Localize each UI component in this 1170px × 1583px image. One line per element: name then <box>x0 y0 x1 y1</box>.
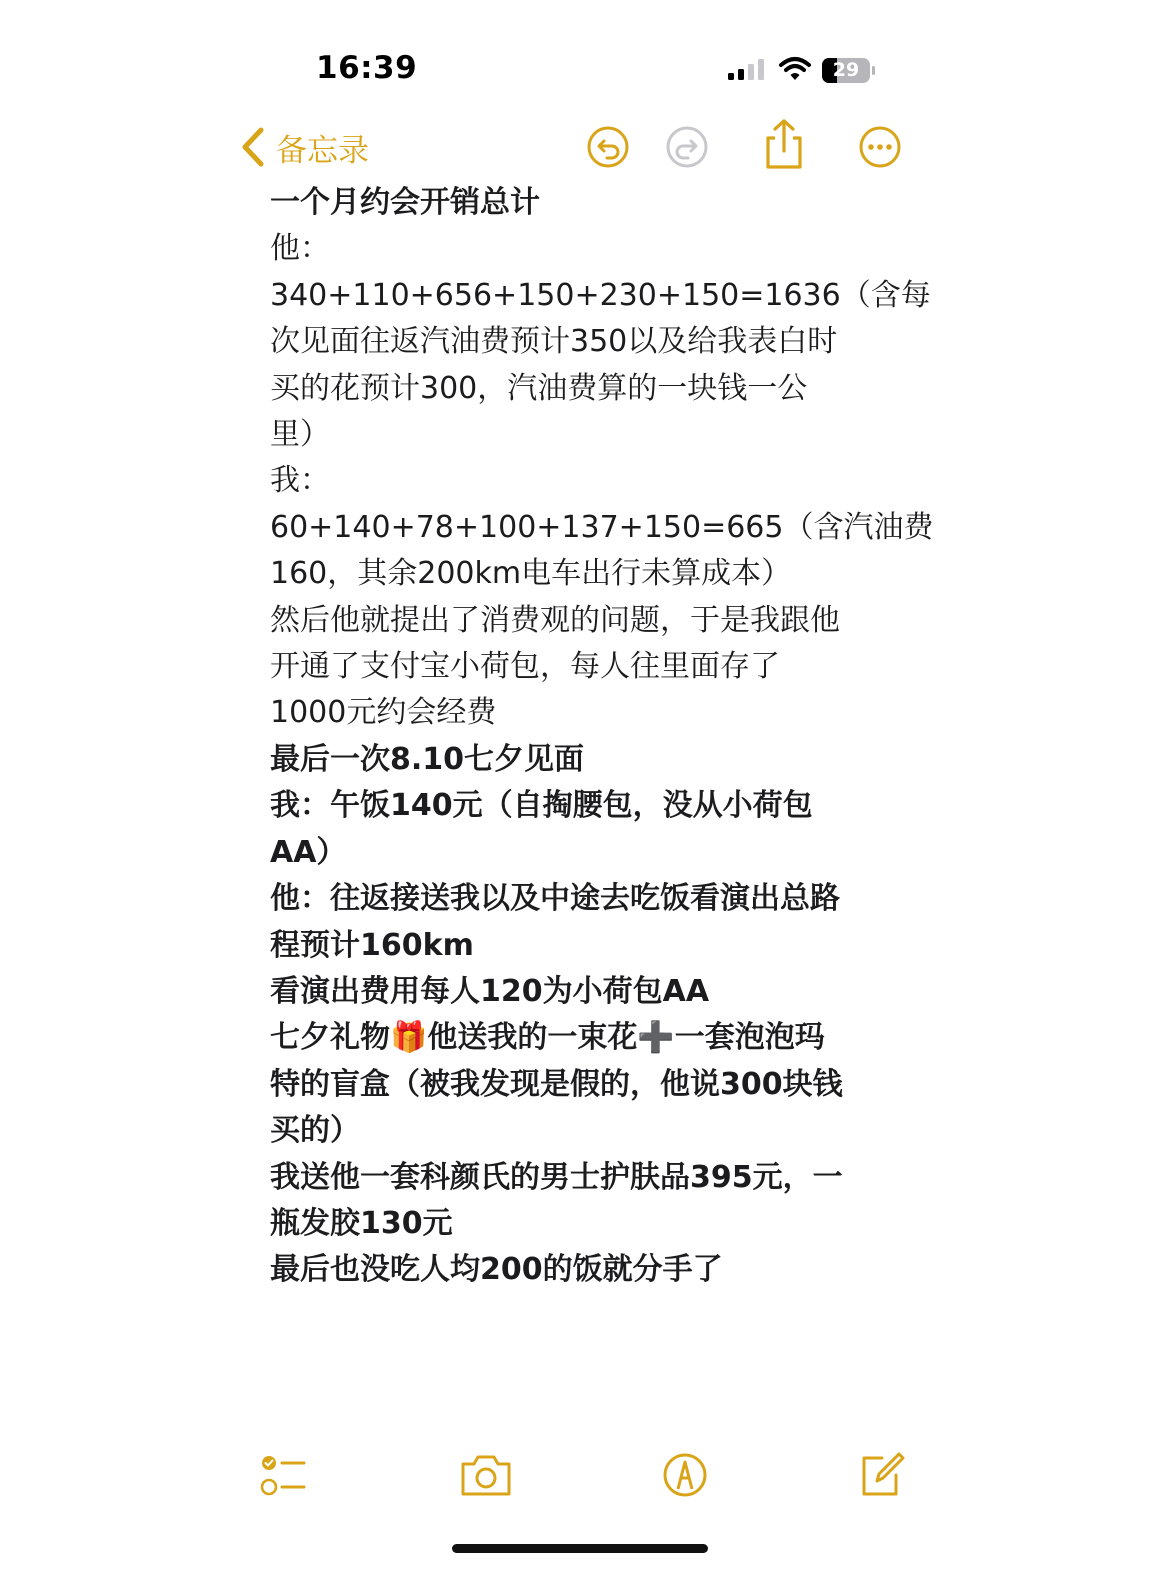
note-line: 一个月约会开销总计 <box>270 185 540 220</box>
share-icon[interactable] <box>761 118 807 170</box>
note-line: 他： <box>270 231 330 267</box>
note-line: 次见面往返汽油费预计350以及给我表白时 <box>270 324 838 360</box>
note-line: 瓶发胶130元 <box>270 1205 453 1241</box>
note-line: 特的盲盒（被我发现是假的，他说300块钱 <box>270 1066 843 1102</box>
note-line: 最后一次8.10七夕见面 <box>270 741 585 777</box>
wifi-icon <box>778 56 812 82</box>
home-indicator <box>452 1544 708 1553</box>
cellular-signal-icon <box>726 59 766 81</box>
note-line: 60+140+78+100+137+150=665（含汽油费 <box>270 509 934 545</box>
navigation-bar <box>0 112 1170 184</box>
camera-icon[interactable] <box>459 1450 513 1500</box>
back-label: 备忘录 <box>276 132 369 169</box>
battery-icon <box>822 58 876 83</box>
note-line: 我：午饭140元（自掏腰包，没从小荷包 <box>270 788 813 824</box>
note-line: 里） <box>270 417 330 453</box>
redo-icon[interactable] <box>664 124 710 170</box>
note-line: 1000元约会经费 <box>270 695 497 731</box>
compose-icon[interactable] <box>856 1450 906 1500</box>
note-line: 我送他一套科颜氏的男士护肤品395元，一 <box>270 1159 843 1195</box>
note-line: 340+110+656+150+230+150=1636（含每 <box>270 277 931 313</box>
checklist-icon[interactable] <box>258 1450 308 1500</box>
back-button[interactable] <box>240 124 369 170</box>
undo-icon[interactable] <box>585 124 631 170</box>
note-line: 程预计160km <box>270 927 474 963</box>
status-time: 16:39 <box>316 50 418 86</box>
battery-level: 29 <box>832 59 860 81</box>
note-line: 然后他就提出了消费观的问题，于是我跟他 <box>270 602 840 638</box>
status-bar <box>0 0 1170 110</box>
note-line: 最后也没吃人均200的饭就分手了 <box>270 1252 723 1288</box>
note-line: 买的花预计300，汽油费算的一块钱一公 <box>270 370 808 406</box>
note-line: 我： <box>270 463 330 499</box>
note-line: 160，其余200km电车出行未算成本） <box>270 556 792 592</box>
note-body[interactable] <box>270 180 934 1294</box>
note-line: 开通了支付宝小荷包，每人往里面存了 <box>270 649 780 685</box>
more-icon[interactable] <box>857 124 903 170</box>
bottom-toolbar <box>0 1448 1170 1504</box>
note-line: 买的） <box>270 1113 360 1149</box>
chevron-left-icon <box>240 126 266 168</box>
note-line: 七夕礼物🎁他送我的一束花➕一套泡泡玛 <box>270 1020 825 1056</box>
note-line: 他：往返接送我以及中途去吃饭看演出总路 <box>270 881 840 917</box>
note-line: AA） <box>270 834 347 870</box>
note-line: 看演出费用每人120为小荷包AA <box>270 973 710 1009</box>
markup-icon[interactable] <box>660 1450 710 1500</box>
